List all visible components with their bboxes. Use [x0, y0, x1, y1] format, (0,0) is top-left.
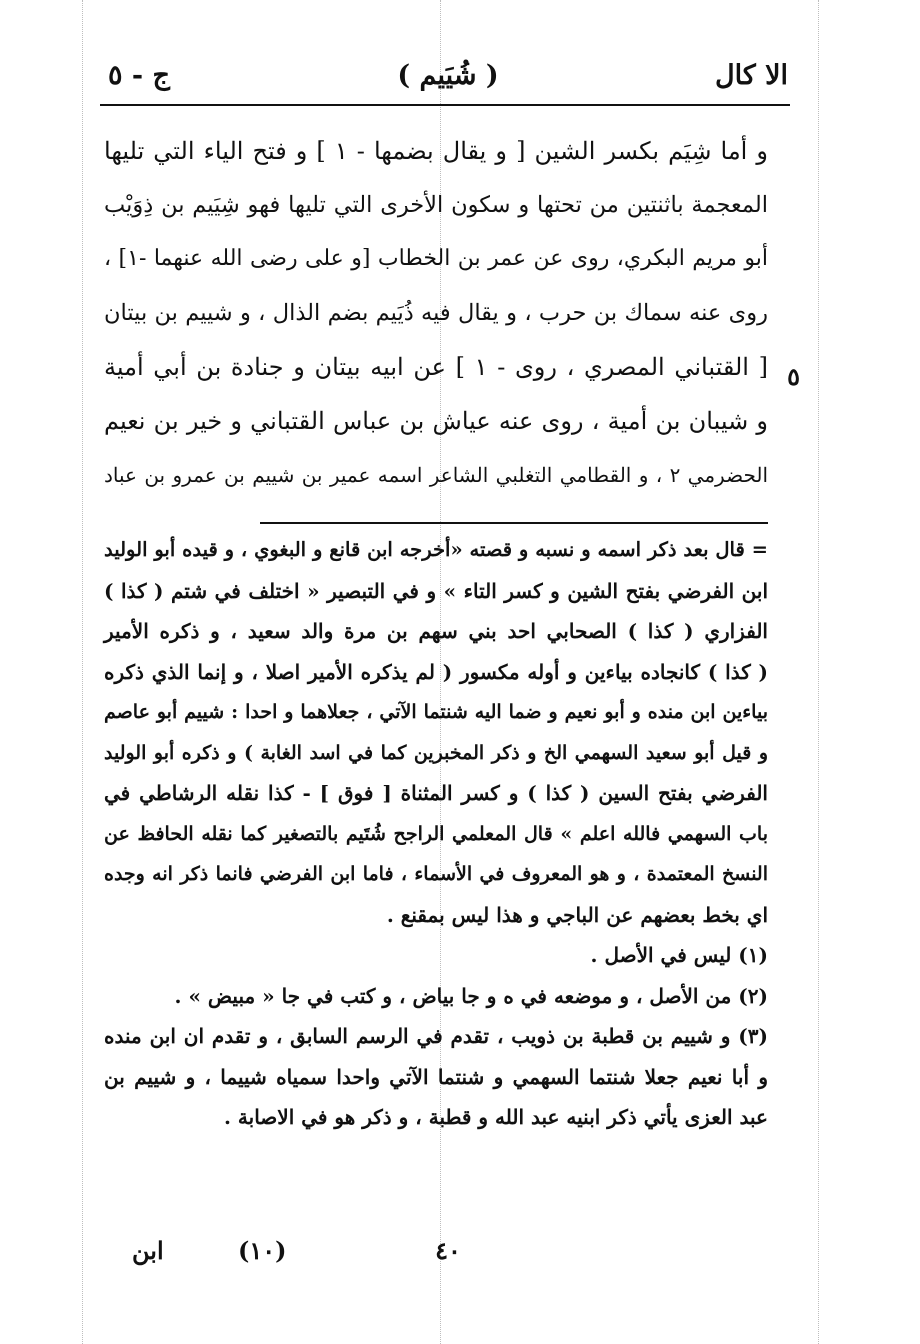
text-line: أبو مريم البكري، روى عن عمر بن الخطاب [و على رضى الله عنهما -١] ،: [104, 246, 769, 271]
footnote-item: (١) ليس في الأصل .: [590, 943, 768, 967]
text-line: [ القتباني المصري ، روى - ١ ] عن ابيه بيتان و جنادة بن أبي أمية: [104, 353, 768, 381]
footnote-line: باب السهمي فالله اعلم » قال المعلمي الراجح شُتَيم بالتصغير كما نقله الحافظ عن: [104, 822, 768, 845]
footnote-line: ( كذا ) كانجاده بياءين و أوله مكسور ( لم يذكره الأمير اصلا ، و إنما الذي ذكره: [104, 659, 768, 684]
volume-label: ج - ٥: [108, 60, 170, 91]
scan-guide-line: [818, 0, 819, 1344]
margin-line-number: ٥: [787, 362, 800, 391]
footnote-item: (٣) و شييم بن قطبة بن ذويب ، تقدم في الرسم السابق ، و تقدم ان ابن منده: [104, 1024, 768, 1048]
text-line: روى عنه سماك بن حرب ، و يقال فيه ذُيَيم بضم الذال ، و شييم بن بيتان: [104, 300, 768, 326]
footnote-line: = قال بعد ذكر اسمه و نسبه و قصته «أخرجه ابن قانع و البغوي ، و قيده أبو الوليد: [104, 538, 768, 561]
footnote-line: بياءين ابن منده و أبو نعيم و ضما اليه شنتما الآتي ، جعلاهما و احدا : شييم أبو عاصم: [104, 701, 768, 723]
page-footer: [108, 1236, 788, 1276]
catchword: ابن: [132, 1236, 164, 1265]
footnote-line: اي بخط بعضهم عن الباجي و هذا ليس بمقنع .: [386, 902, 768, 927]
footnote-item: (٢) من الأصل ، و موضعه في ه و جا بياض ، و كتب في جا « مبيض » .: [174, 983, 768, 1008]
signature-mark: (١٠): [238, 1236, 287, 1265]
page-number: ٤٠: [435, 1236, 461, 1265]
footnote-line: و أبا نعيم جعلا شنتما السهمي و شنتما الآتي واحدا سمياه شييما ، و شييم بن: [104, 1064, 768, 1089]
footnote-line: الفرضي بفتح السين ( كذا ) و كسر المثناة [ فوق ] - كذا نقله الرشاطي في: [104, 781, 768, 805]
header-rule: [100, 104, 790, 106]
text-line: المعجمة باثنتين من تحتها و سكون الأخرى التي تليها فهو شِيَيم بن ذِوَيْب: [104, 192, 768, 218]
footnotes: [104, 530, 768, 1138]
book-title: الا كال: [715, 60, 788, 91]
running-header: [108, 58, 788, 102]
text-line: و شيبان بن أمية ، روى عنه عياش بن عباس القتباني و خير بن نعيم: [104, 407, 768, 435]
entry-name: ( شُيَيم ): [397, 60, 499, 91]
footnote-line: و قيل أبو سعيد السهمي الخ و ذكر المخبرين كما في اسد الغابة ) و ذكره أبو الوليد: [104, 741, 768, 764]
footnote-rule: [260, 522, 768, 524]
footnote-line: عبد العزى يأتي ذكر ابنيه عبد الله و قطبة ، و ذكر هو في الاصابة .: [224, 1105, 768, 1129]
main-text: [104, 124, 768, 502]
footnote-line: النسخ المعتمدة ، و هو المعروف في الأسماء ، فاما ابن الفرضي فانما ذكر انه وجده: [104, 863, 768, 885]
scan-guide-line: [82, 0, 83, 1344]
text-line: و أما شِيَم بكسر الشين [ و يقال بضمها - ١ ] و فتح الياء التي تليها: [104, 137, 768, 165]
text-line: الحضرمي ٢ ، و القطامي التغلبي الشاعر اسمه عمير بن شييم بن عمرو بن عباد: [104, 463, 768, 487]
footnote-line: ابن الفرضي بفتح الشين و كسر التاء » و في التبصير « اختلف في شتم ( كذا ): [104, 578, 768, 603]
footnote-line: الفزاري ( كذا ) الصحابي احد بني سهم بن مرة والد سعيد ، و ذكره الأمير: [104, 619, 768, 643]
